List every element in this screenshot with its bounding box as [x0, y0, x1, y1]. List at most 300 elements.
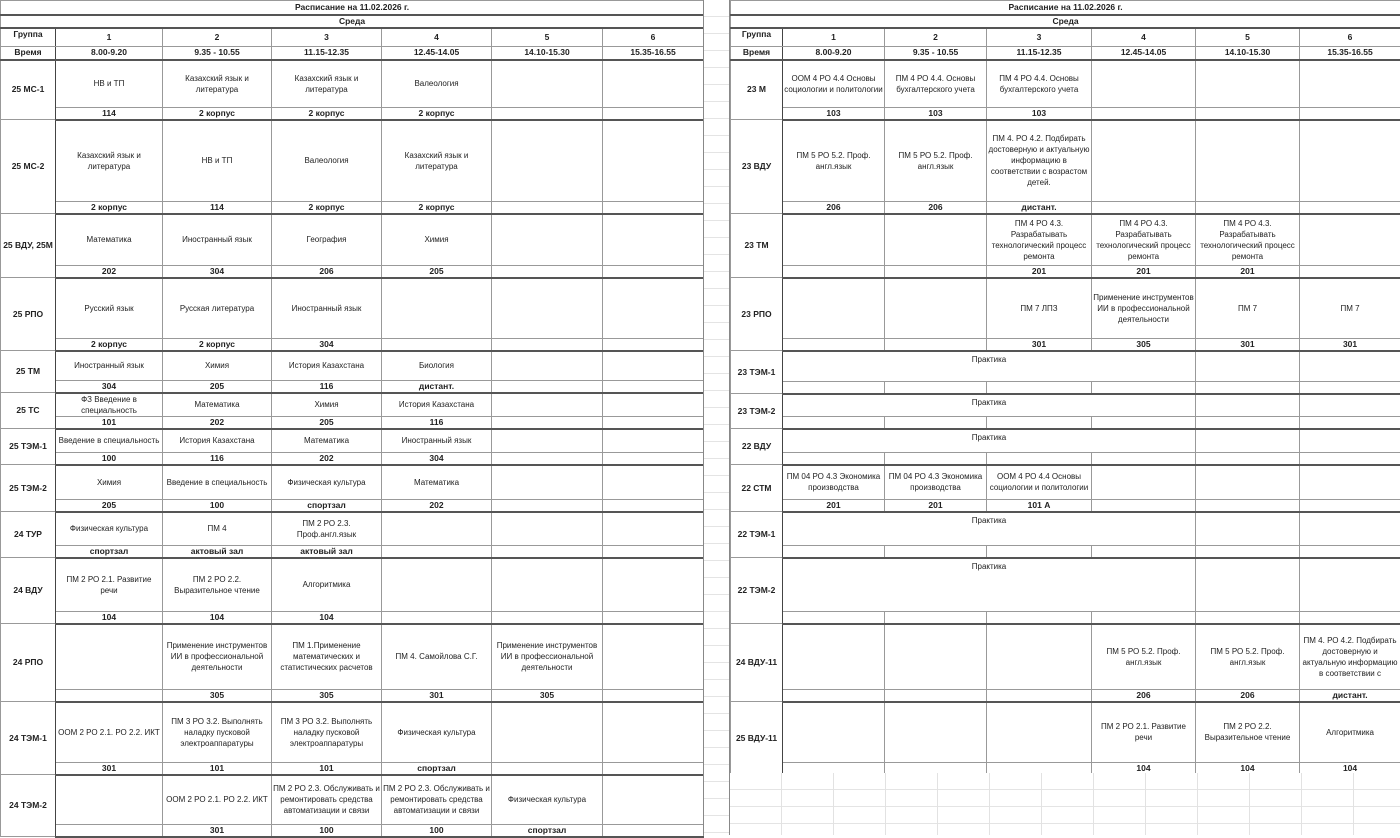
room-cell[interactable]: 201 [1196, 266, 1300, 278]
practice-cell[interactable]: Практика [783, 512, 1196, 546]
room-cell[interactable]: 205 [56, 500, 163, 512]
room-cell[interactable] [492, 108, 603, 120]
room-cell[interactable] [885, 612, 987, 624]
room-cell[interactable]: 202 [272, 453, 382, 465]
lesson-cell[interactable] [1196, 512, 1300, 546]
lesson-cell[interactable] [1092, 120, 1196, 202]
lesson-cell[interactable] [492, 775, 603, 825]
room-cell[interactable] [603, 202, 704, 214]
lesson-cell[interactable] [492, 214, 603, 266]
room-cell[interactable] [987, 453, 1092, 465]
room-cell[interactable] [382, 339, 492, 351]
lesson-cell[interactable] [382, 120, 492, 202]
group-subject-row [1, 512, 704, 546]
lesson-cell[interactable] [56, 278, 163, 339]
room-cell[interactable]: 100 [163, 500, 272, 512]
lesson-cell[interactable] [1092, 214, 1196, 266]
room-cell[interactable]: 103 [885, 108, 987, 120]
lesson-cell[interactable] [272, 120, 382, 202]
lesson-cell[interactable] [1196, 278, 1300, 339]
lesson-cell[interactable] [1196, 394, 1300, 417]
room-cell[interactable]: 304 [272, 339, 382, 351]
room-cell[interactable] [492, 500, 603, 512]
room-cell[interactable]: 305 [272, 690, 382, 702]
room-cell[interactable]: 206 [272, 266, 382, 278]
room-cell[interactable] [1300, 546, 1400, 558]
room-cell[interactable]: 201 [1092, 266, 1196, 278]
room-cell[interactable]: дистант. [382, 381, 492, 393]
subject-text: Физическая культура [493, 794, 601, 805]
room-cell[interactable] [492, 612, 603, 624]
room-cell[interactable]: 304 [56, 381, 163, 393]
lesson-cell[interactable] [272, 558, 382, 612]
group-subject-row [1, 393, 704, 417]
room-cell[interactable] [1196, 612, 1300, 624]
lesson-cell[interactable] [783, 214, 885, 266]
room-cell[interactable]: 2 корпус [272, 202, 382, 214]
room-cell[interactable] [987, 690, 1092, 702]
lesson-cell[interactable] [382, 775, 492, 825]
room-cell[interactable]: 2 корпус [382, 202, 492, 214]
room-cell[interactable]: 206 [783, 202, 885, 214]
room-cell[interactable] [1196, 546, 1300, 558]
room-cell[interactable] [1092, 546, 1196, 558]
lesson-cell[interactable] [163, 278, 272, 339]
room-cell[interactable] [1300, 612, 1400, 624]
lesson-cell[interactable] [163, 120, 272, 202]
room-cell[interactable] [987, 382, 1092, 394]
room-cell[interactable] [783, 453, 885, 465]
lesson-cell[interactable] [783, 702, 885, 763]
practice-cell[interactable]: Практика [783, 429, 1196, 453]
lesson-cell[interactable] [56, 60, 163, 108]
room-cell[interactable]: 104 [1300, 763, 1400, 775]
room-cell[interactable] [603, 453, 704, 465]
room-cell[interactable]: 201 [987, 266, 1092, 278]
room-cell[interactable]: 301 [56, 763, 163, 775]
lesson-cell[interactable] [272, 214, 382, 266]
room-cell[interactable]: 104 [272, 612, 382, 624]
room-cell[interactable]: актовый зал [163, 546, 272, 558]
room-cell[interactable] [1092, 382, 1196, 394]
lesson-cell[interactable] [1300, 120, 1400, 202]
room-cell[interactable]: 301 [163, 825, 272, 837]
room-cell[interactable]: спортзал [382, 763, 492, 775]
room-cell[interactable]: 304 [163, 266, 272, 278]
lesson-cell[interactable] [1300, 351, 1400, 382]
room-cell[interactable] [1300, 108, 1400, 120]
group-name: 25 РПО [1, 278, 56, 351]
subject-text: ПМ 1.Применение математических и статистических расчетов [273, 640, 380, 673]
lesson-cell[interactable] [382, 429, 492, 453]
lesson-cell[interactable] [56, 775, 163, 825]
lesson-cell[interactable] [1300, 214, 1400, 266]
room-cell[interactable]: 2 корпус [56, 339, 163, 351]
lesson-cell[interactable] [492, 351, 603, 381]
room-cell[interactable] [1300, 202, 1400, 214]
room-cell[interactable]: 2 корпус [56, 202, 163, 214]
lesson-cell[interactable] [163, 558, 272, 612]
lesson-cell[interactable] [492, 429, 603, 453]
lesson-cell[interactable] [1196, 214, 1300, 266]
room-cell[interactable]: 116 [382, 417, 492, 429]
room-cell[interactable]: дистант. [987, 202, 1092, 214]
group-name: 23 ВДУ [731, 120, 783, 214]
lesson-cell[interactable] [163, 429, 272, 453]
room-cell[interactable] [492, 381, 603, 393]
lesson-cell[interactable] [783, 465, 885, 500]
room-cell[interactable]: актовый зал [272, 546, 382, 558]
room-cell[interactable]: 116 [272, 381, 382, 393]
room-cell[interactable]: 114 [56, 108, 163, 120]
room-cell[interactable] [492, 417, 603, 429]
lesson-cell[interactable] [987, 60, 1092, 108]
lesson-cell[interactable] [1300, 512, 1400, 546]
lesson-cell[interactable] [885, 60, 987, 108]
lesson-cell[interactable] [885, 702, 987, 763]
lesson-cell[interactable] [1092, 60, 1196, 108]
room-cell[interactable]: 304 [382, 453, 492, 465]
lesson-cell[interactable] [1300, 465, 1400, 500]
lesson-cell[interactable] [163, 702, 272, 763]
room-cell[interactable]: 201 [885, 500, 987, 512]
empty-sheet-area [730, 773, 1400, 835]
lesson-cell[interactable] [272, 624, 382, 690]
room-cell[interactable] [885, 382, 987, 394]
lesson-cell[interactable] [1300, 702, 1400, 763]
room-cell[interactable] [382, 546, 492, 558]
practice-cell[interactable]: Практика [783, 558, 1196, 612]
room-cell[interactable] [885, 453, 987, 465]
room-cell[interactable]: 305 [492, 690, 603, 702]
lesson-cell[interactable] [382, 278, 492, 339]
subject-text: Алгоритмика [1301, 727, 1399, 738]
lesson-cell[interactable] [1196, 702, 1300, 763]
lesson-cell[interactable] [783, 278, 885, 339]
lesson-cell[interactable] [885, 465, 987, 500]
room-cell[interactable]: 301 [987, 339, 1092, 351]
room-cell[interactable] [1300, 382, 1400, 394]
room-cell[interactable] [1300, 453, 1400, 465]
room-cell[interactable]: 202 [163, 417, 272, 429]
lesson-cell[interactable] [987, 278, 1092, 339]
group-name: 23 РПО [731, 278, 783, 351]
lesson-cell[interactable] [1196, 120, 1300, 202]
room-cell[interactable] [783, 546, 885, 558]
lesson-cell[interactable] [163, 60, 272, 108]
room-cell[interactable]: 2 корпус [272, 108, 382, 120]
room-cell[interactable]: 301 [1300, 339, 1400, 351]
room-cell[interactable] [1092, 612, 1196, 624]
room-cell[interactable]: 301 [382, 690, 492, 702]
room-cell[interactable] [885, 690, 987, 702]
lesson-cell[interactable] [272, 393, 382, 417]
lesson-cell[interactable] [1196, 558, 1300, 612]
lesson-cell[interactable] [382, 624, 492, 690]
lesson-cell[interactable] [987, 214, 1092, 266]
room-cell[interactable] [492, 453, 603, 465]
lesson-cell[interactable] [603, 512, 704, 546]
lesson-cell[interactable] [603, 60, 704, 108]
lesson-cell[interactable] [163, 465, 272, 500]
room-cell[interactable] [492, 202, 603, 214]
room-cell[interactable]: 101 [272, 763, 382, 775]
room-cell[interactable]: 100 [56, 453, 163, 465]
room-cell[interactable]: 104 [1196, 763, 1300, 775]
room-cell[interactable] [1196, 500, 1300, 512]
room-cell[interactable]: 2 корпус [163, 339, 272, 351]
room-cell[interactable] [603, 763, 704, 775]
lesson-cell[interactable] [56, 429, 163, 453]
room-cell[interactable] [603, 690, 704, 702]
lesson-cell[interactable] [1196, 465, 1300, 500]
room-cell[interactable] [492, 266, 603, 278]
practice-cell[interactable]: Практика [783, 394, 1196, 417]
period-time: 11.15-12.35 [272, 47, 382, 60]
room-cell[interactable] [603, 381, 704, 393]
room-cell[interactable]: дистант. [1300, 690, 1400, 702]
room-cell[interactable] [603, 612, 704, 624]
room-cell[interactable] [1300, 417, 1400, 429]
room-cell[interactable]: 103 [783, 108, 885, 120]
lesson-cell[interactable] [272, 702, 382, 763]
room-cell[interactable] [783, 612, 885, 624]
room-cell[interactable]: спортзал [272, 500, 382, 512]
lesson-cell[interactable] [885, 120, 987, 202]
room-cell[interactable] [1092, 108, 1196, 120]
lesson-cell[interactable] [603, 393, 704, 417]
room-cell[interactable]: спортзал [56, 546, 163, 558]
lesson-cell[interactable] [163, 214, 272, 266]
lesson-cell[interactable] [987, 702, 1092, 763]
room-cell[interactable] [603, 417, 704, 429]
lesson-cell[interactable] [603, 214, 704, 266]
room-cell[interactable] [603, 500, 704, 512]
room-cell[interactable]: 101 [163, 763, 272, 775]
room-cell[interactable] [987, 612, 1092, 624]
lesson-cell[interactable] [1300, 558, 1400, 612]
lesson-cell[interactable] [1092, 624, 1196, 690]
lesson-cell[interactable] [56, 351, 163, 381]
lesson-cell[interactable] [987, 624, 1092, 690]
room-cell[interactable] [783, 690, 885, 702]
room-cell[interactable] [603, 546, 704, 558]
subject-text: Химия [57, 477, 161, 488]
lesson-cell[interactable] [603, 775, 704, 825]
room-cell[interactable] [492, 763, 603, 775]
lesson-cell[interactable] [272, 60, 382, 108]
lesson-cell[interactable] [272, 512, 382, 546]
lesson-cell[interactable] [1196, 60, 1300, 108]
period-number: 2 [163, 28, 272, 47]
room-cell[interactable]: 201 [783, 500, 885, 512]
room-cell[interactable] [492, 339, 603, 351]
room-cell[interactable]: 202 [56, 266, 163, 278]
lesson-cell[interactable] [1300, 429, 1400, 453]
room-cell[interactable] [1196, 453, 1300, 465]
lesson-cell[interactable] [492, 558, 603, 612]
lesson-cell[interactable] [1092, 278, 1196, 339]
room-cell[interactable] [603, 339, 704, 351]
lesson-cell[interactable] [987, 120, 1092, 202]
lesson-cell[interactable] [272, 775, 382, 825]
room-cell[interactable]: 206 [885, 202, 987, 214]
lesson-cell[interactable] [1196, 351, 1300, 382]
lesson-cell[interactable] [603, 278, 704, 339]
period-number: 5 [1196, 28, 1300, 47]
room-cell[interactable]: 101 [56, 417, 163, 429]
room-cell[interactable] [603, 266, 704, 278]
lesson-cell[interactable] [1300, 394, 1400, 417]
group-room-row [1, 417, 704, 429]
lesson-cell[interactable] [382, 512, 492, 546]
room-cell[interactable]: 305 [1092, 339, 1196, 351]
room-cell[interactable]: 104 [56, 612, 163, 624]
group-name: 25 ТС [1, 393, 56, 429]
lesson-cell[interactable] [603, 702, 704, 763]
lesson-cell[interactable] [492, 60, 603, 108]
room-cell[interactable] [885, 266, 987, 278]
lesson-cell[interactable] [382, 351, 492, 381]
room-cell[interactable] [492, 546, 603, 558]
lesson-cell[interactable] [272, 465, 382, 500]
room-cell[interactable] [987, 417, 1092, 429]
lesson-cell[interactable] [382, 465, 492, 500]
lesson-cell[interactable] [163, 393, 272, 417]
lesson-cell[interactable] [272, 351, 382, 381]
lesson-cell[interactable] [382, 558, 492, 612]
lesson-cell[interactable] [56, 465, 163, 500]
lesson-cell[interactable] [56, 120, 163, 202]
room-cell[interactable] [783, 266, 885, 278]
room-cell[interactable] [885, 417, 987, 429]
room-cell[interactable] [1196, 202, 1300, 214]
lesson-cell[interactable] [163, 512, 272, 546]
room-cell[interactable] [56, 690, 163, 702]
lesson-cell[interactable] [56, 624, 163, 690]
lesson-cell[interactable] [603, 558, 704, 612]
room-cell[interactable]: 2 корпус [163, 108, 272, 120]
lesson-cell[interactable] [1300, 624, 1400, 690]
subject-text: Казахский язык и литература [273, 73, 380, 95]
lesson-cell[interactable] [382, 214, 492, 266]
lesson-cell[interactable] [1196, 429, 1300, 453]
lesson-cell[interactable] [603, 624, 704, 690]
lesson-cell[interactable] [885, 624, 987, 690]
room-cell[interactable] [1196, 382, 1300, 394]
group-name: 24 ТУР [1, 512, 56, 558]
room-cell[interactable] [1092, 500, 1196, 512]
room-cell[interactable]: 101 А [987, 500, 1092, 512]
lesson-cell[interactable] [56, 393, 163, 417]
room-cell[interactable]: 202 [382, 500, 492, 512]
lesson-cell[interactable] [1300, 60, 1400, 108]
lesson-cell[interactable] [492, 465, 603, 500]
lesson-cell[interactable] [492, 120, 603, 202]
room-cell[interactable]: 205 [272, 417, 382, 429]
room-cell[interactable]: 100 [272, 825, 382, 837]
lesson-cell[interactable] [1092, 702, 1196, 763]
lesson-cell[interactable] [603, 429, 704, 453]
lesson-cell[interactable] [382, 702, 492, 763]
room-cell[interactable]: 205 [382, 266, 492, 278]
lesson-cell[interactable] [163, 624, 272, 690]
room-cell[interactable]: 205 [163, 381, 272, 393]
room-cell[interactable] [1300, 266, 1400, 278]
room-cell[interactable]: 116 [163, 453, 272, 465]
room-cell[interactable] [382, 612, 492, 624]
room-cell[interactable] [783, 339, 885, 351]
lesson-cell[interactable] [603, 351, 704, 381]
room-cell[interactable]: 103 [987, 108, 1092, 120]
room-cell[interactable] [1300, 500, 1400, 512]
room-cell[interactable]: 301 [1196, 339, 1300, 351]
lesson-cell[interactable] [163, 351, 272, 381]
room-cell[interactable] [885, 546, 987, 558]
lesson-cell[interactable] [56, 702, 163, 763]
lesson-cell[interactable] [492, 393, 603, 417]
lesson-cell[interactable] [56, 512, 163, 546]
room-cell[interactable] [783, 382, 885, 394]
lesson-cell[interactable] [382, 393, 492, 417]
room-cell[interactable]: 2 корпус [382, 108, 492, 120]
room-cell[interactable] [1092, 202, 1196, 214]
lesson-cell[interactable] [1196, 624, 1300, 690]
room-cell[interactable]: 100 [382, 825, 492, 837]
lesson-cell[interactable] [492, 702, 603, 763]
lesson-cell[interactable] [492, 624, 603, 690]
room-cell[interactable] [987, 546, 1092, 558]
lesson-cell[interactable] [272, 429, 382, 453]
lesson-cell[interactable] [603, 465, 704, 500]
lesson-cell[interactable] [492, 512, 603, 546]
lesson-cell[interactable] [56, 558, 163, 612]
lesson-cell[interactable] [783, 120, 885, 202]
lesson-cell[interactable] [885, 278, 987, 339]
lesson-cell[interactable] [885, 214, 987, 266]
lesson-cell[interactable] [382, 60, 492, 108]
room-cell[interactable]: 104 [1092, 763, 1196, 775]
room-cell[interactable]: 206 [1092, 690, 1196, 702]
room-cell[interactable]: 206 [1196, 690, 1300, 702]
room-cell[interactable] [1196, 108, 1300, 120]
group-subject-row [1, 702, 704, 763]
lesson-cell[interactable] [163, 775, 272, 825]
room-cell[interactable] [885, 339, 987, 351]
lesson-cell[interactable] [492, 278, 603, 339]
room-cell[interactable] [603, 108, 704, 120]
lesson-cell[interactable] [272, 278, 382, 339]
lesson-cell[interactable] [1092, 465, 1196, 500]
practice-cell[interactable]: Практика [783, 351, 1196, 382]
subject-text: ПМ 4 РО 4.4. Основы бухгалтерского учета [886, 73, 985, 95]
room-cell[interactable]: 104 [163, 612, 272, 624]
room-cell[interactable]: спортзал [492, 825, 603, 837]
room-cell[interactable]: 114 [163, 202, 272, 214]
room-cell[interactable]: 305 [163, 690, 272, 702]
lesson-cell[interactable] [603, 120, 704, 202]
room-cell[interactable] [1092, 417, 1196, 429]
lesson-cell[interactable] [56, 214, 163, 266]
lesson-cell[interactable] [1300, 278, 1400, 339]
lesson-cell[interactable] [783, 60, 885, 108]
group-subject-row [731, 351, 1400, 382]
lesson-cell[interactable] [783, 624, 885, 690]
room-cell[interactable] [1196, 417, 1300, 429]
room-cell[interactable] [783, 417, 885, 429]
lesson-cell[interactable] [987, 465, 1092, 500]
room-cell[interactable] [1092, 453, 1196, 465]
